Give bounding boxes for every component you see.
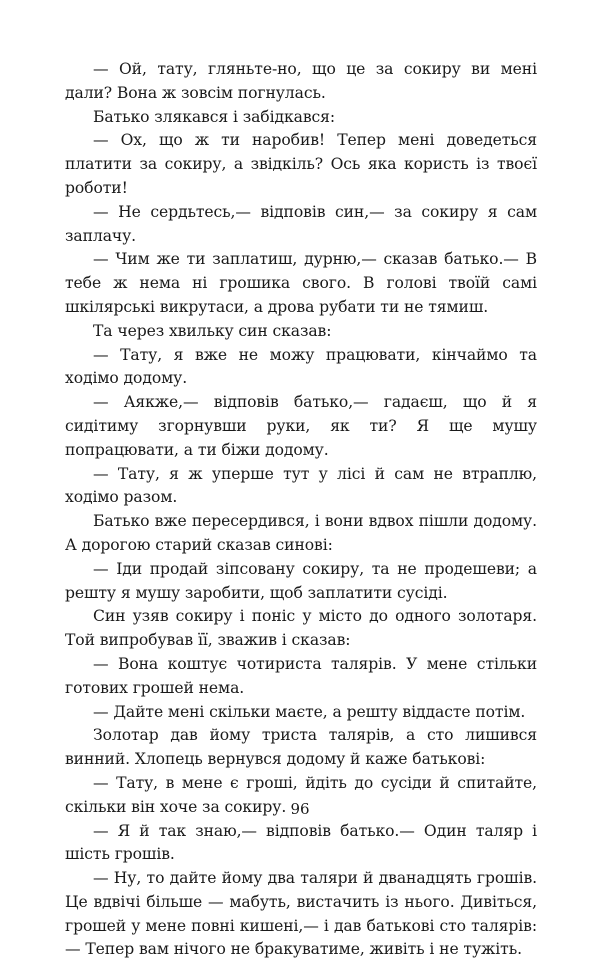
paragraph: — Тату, я ж уперше тут у лісі й сам не втраплю, ходімо разом. — [65, 464, 537, 507]
paragraph: — Ну, то дайте йому два таляри й дванадцять грошів. Це вдвічі більше — мабуть, вистачить із нього. Дивіться, грошей у мене повні кишені,— і дав батькові сто талярів: — Тепер вам нічого не бракуватиме, живіть і не тужіть. — [65, 869, 537, 959]
paragraph: — Іди продай зіпсовану сокиру, та не продешеви; а решту я мушу заробити, щоб заплатити сусіді. — [65, 559, 537, 602]
paragraph: — Вона коштує чотириста талярів. У мене стільки готових грошей нема. — [65, 654, 537, 697]
paragraph: Батько злякався і забідкався: — [93, 107, 336, 126]
paragraph: — Ох, що ж ти наробив! Тепер мені доведеться платити за сокиру, а звідкіль? Ось яка користь із твоєї роботи! — [65, 131, 537, 197]
paragraph: Золотар дав йому триста талярів, а сто лишився винний. Хлопець вернувся додому й каже батькові: — [65, 726, 537, 769]
page-number: 96 — [290, 800, 310, 818]
paragraph: — Тату, в мене є гроші, йдіть до сусіди й спитайте, скільки він хоче за сокиру. — [65, 773, 537, 816]
paragraph: — Я й так знаю,— відповів батько.— Один таляр і шість грошів. — [65, 821, 537, 864]
paragraph: Син узяв сокиру і поніс у місто до одного золотаря. Той випробував її, зважив і сказав: — [65, 607, 537, 650]
paragraph: — Аякже,— відповів батько,— гадаєш, що й я сидітиму згорнувши руки, як ти? Я ще мушу попрацювати, а ти біжи додому. — [65, 393, 537, 459]
paragraph: — Ой, тату, гляньте-но, що це за сокиру ви мені дали? Вона ж зовсім погнулась. — [65, 60, 537, 102]
paragraph: — Дайте мені скільки маєте, а решту віддасте потім. — [93, 702, 526, 721]
paragraph: Батько вже пересердився, і вони вдвох пішли додому. А дорогою старий сказав синові: — [65, 512, 537, 554]
paragraph: — Тату, я вже не можу працювати, кінчаймо та ходімо додому. — [65, 345, 537, 388]
story-text — [65, 58, 537, 962]
page-body — [65, 58, 537, 962]
paragraph: — Не сердьтесь,— відповів син,— за сокиру я сам заплачу. — [65, 202, 537, 245]
paragraph: Та через хвильку син сказав: — [93, 321, 332, 340]
paragraph: — Чим же ти заплатиш, дурню,— сказав батько.— В тебе ж нема ні грошика свого. В голові твоїй самі шкілярські викрутаси, а дрова рубати ти не тямиш. — [65, 250, 537, 316]
